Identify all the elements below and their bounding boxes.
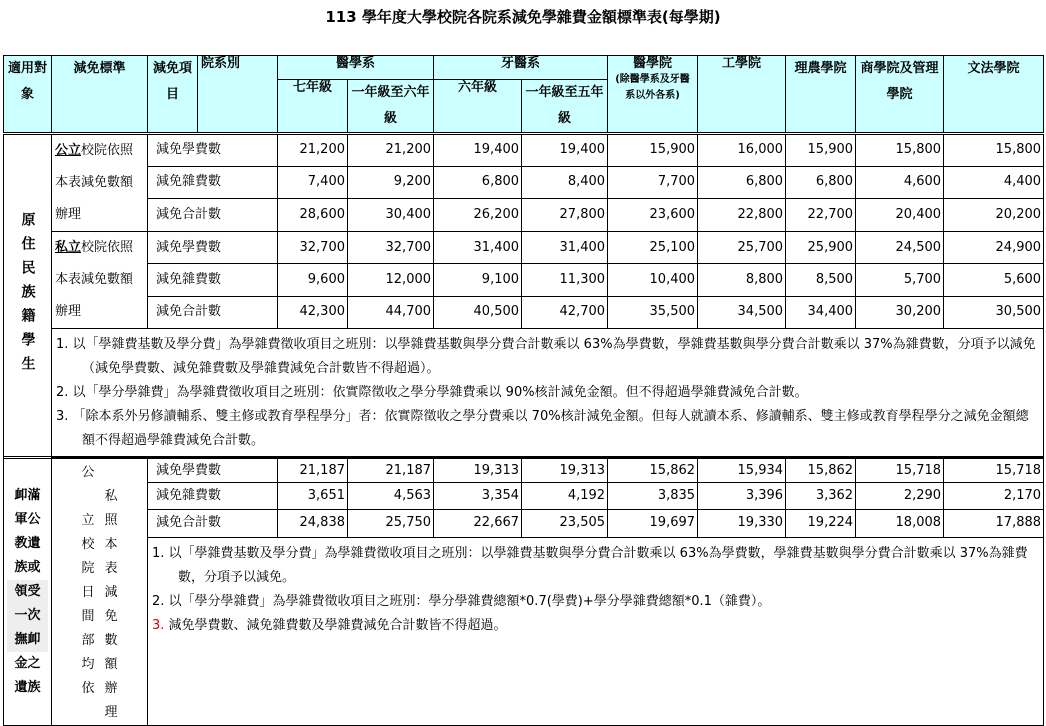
- header-biz: 商學院及管理學院: [856, 56, 944, 134]
- cell-value: 24,900: [944, 232, 1044, 264]
- cell-value: 22,667: [434, 509, 522, 537]
- header-eng: 工學院: [698, 56, 786, 134]
- cell-value: 3,362: [786, 483, 856, 510]
- cell-value: 20,400: [856, 199, 944, 232]
- cell-value: 19,330: [698, 509, 786, 537]
- table-row: [4, 264, 1044, 296]
- note-item: 1. 以「學雜費基數及學分費」為學雜費徵收項目之班別：以學雜費基數與學分費合計數乘以 63%為學費數，學雜費基數與學分費合計數乘以 37%為雜費數，分項予以減免（減免學費數、減免雜費數及學雜費減免合計數皆不得超過）。: [56, 337, 1036, 376]
- header-dept: 院系別: [198, 56, 278, 134]
- pension-label: 卹滿 軍公 教遺 族或 領受 一次 撫卹 金之 遺族: [4, 458, 52, 726]
- header-dent-y6: 六年級: [434, 80, 522, 134]
- cell-value: 35,500: [608, 296, 698, 328]
- cell-value: 8,400: [522, 166, 608, 199]
- cell-value: 4,600: [856, 166, 944, 199]
- cell-value: 4,563: [348, 483, 434, 510]
- cell-value: 25,900: [786, 232, 856, 264]
- cell-value: 7,700: [608, 166, 698, 199]
- cell-value: 23,505: [522, 509, 608, 537]
- header-dent-dept: 牙醫系: [434, 56, 608, 80]
- header-row-1: [4, 56, 1044, 80]
- table-row: [4, 232, 1044, 264]
- cell-value: 12,000: [348, 264, 434, 296]
- header-med-college-label: 醫學院: [633, 56, 673, 71]
- cell-value: 42,300: [278, 296, 348, 328]
- table-row: [4, 296, 1044, 328]
- pension-desc-col2: 私 照 本 表 減 免 數 額 辦 理: [104, 489, 118, 720]
- table-row: [4, 166, 1044, 199]
- cell-value: 22,800: [698, 199, 786, 232]
- row-item: 減免雜費數: [148, 483, 278, 510]
- table-row: [4, 134, 1044, 167]
- pension-notes: [148, 537, 1044, 725]
- cell-value: 26,200: [434, 199, 522, 232]
- cell-value: 28,600: [278, 199, 348, 232]
- cell-value: 15,800: [944, 134, 1044, 167]
- row-item: 減免雜費數: [148, 166, 278, 199]
- header-standard: 減免標準: [52, 56, 148, 134]
- cell-value: 15,800: [856, 134, 944, 167]
- row-item: 減免學費數: [148, 458, 278, 483]
- cell-value: 19,697: [608, 509, 698, 537]
- header-med-college-note: (除醫學系及牙醫系以外各系): [615, 74, 690, 101]
- page-title: 113 學年度大學校院各院系減免學雜費金額標準表(每學期): [325, 8, 721, 26]
- cell-value: 30,500: [944, 296, 1044, 328]
- table-row: [4, 483, 1044, 510]
- cell-value: 5,700: [856, 264, 944, 296]
- table-row: [4, 458, 1044, 483]
- fee-reduction-table: [3, 55, 1044, 726]
- cell-value: 2,170: [944, 483, 1044, 510]
- cell-value: 6,800: [698, 166, 786, 199]
- cell-value: 19,313: [522, 458, 608, 483]
- cell-value: 44,700: [348, 296, 434, 328]
- cell-value: 9,200: [348, 166, 434, 199]
- cell-value: 32,700: [348, 232, 434, 264]
- row-item: 減免合計數: [148, 296, 278, 328]
- note-item: 1. 以「學雜費基數及學分費」為學雜費徵收項目之班別：以學雜費基數與學分費合計數乘以 63%為學費數，學雜費基數與學分費合計數乘以 37%為雜費數，分項予以減免。: [152, 545, 1028, 585]
- cell-value: 24,500: [856, 232, 944, 264]
- cell-value: 19,313: [434, 458, 522, 483]
- note-number-red: 3.: [152, 617, 165, 633]
- header-med-y1-6: 一年級至六年級: [348, 80, 434, 134]
- cell-value: 42,700: [522, 296, 608, 328]
- cell-value: 19,224: [786, 509, 856, 537]
- note-item: 3. 減免學費數、減免雜費數及學雜費減免合計數皆不得超過。: [152, 617, 507, 633]
- cell-value: 25,750: [348, 509, 434, 537]
- header-dent-y1-5: 一年級至五年級: [522, 80, 608, 134]
- cell-value: 15,934: [698, 458, 786, 483]
- cell-value: 21,200: [348, 134, 434, 167]
- cell-value: 20,200: [944, 199, 1044, 232]
- note-item: 2. 以「學分學雜費」為學雜費徵收項目之班別：依實際徵收之學分學雜費乘以 90%核計減免金額。但不得超過學雜費減免合計數。: [56, 385, 808, 400]
- cell-value: 2,290: [856, 483, 944, 510]
- cell-value: 3,835: [608, 483, 698, 510]
- indigenous-notes-row: [4, 329, 1044, 458]
- cell-value: 15,862: [786, 458, 856, 483]
- cell-value: 7,400: [278, 166, 348, 199]
- header-arts-law: 文法學院: [944, 56, 1044, 134]
- table-row: [4, 199, 1044, 232]
- indigenous-public-desc: 公立校院依照本表減免數額辦理: [52, 134, 148, 232]
- note-item: 2. 以「學分學雜費」為學雜費徵收項目之班別：學分學雜費總額*0.7(學費)+學分學雜費總額*0.1（雜費）。: [152, 593, 771, 609]
- cell-value: 34,500: [698, 296, 786, 328]
- header-med-dept: 醫學系: [278, 56, 434, 80]
- cell-value: 9,100: [434, 264, 522, 296]
- cell-value: 21,200: [278, 134, 348, 167]
- header-med-college: [608, 56, 698, 134]
- cell-value: 31,400: [522, 232, 608, 264]
- cell-value: 5,600: [944, 264, 1044, 296]
- pension-desc: [52, 458, 148, 726]
- row-item: 減免合計數: [148, 199, 278, 232]
- cell-value: 15,862: [608, 458, 698, 483]
- cell-value: 19,400: [434, 134, 522, 167]
- row-item: 減免雜費數: [148, 264, 278, 296]
- cell-value: 8,500: [786, 264, 856, 296]
- cell-value: 10,400: [608, 264, 698, 296]
- indigenous-label: 原住民族籍學生: [4, 134, 52, 458]
- cell-value: 11,300: [522, 264, 608, 296]
- cell-value: 15,900: [608, 134, 698, 167]
- row-item: 減免學費數: [148, 134, 278, 167]
- cell-value: 4,400: [944, 166, 1044, 199]
- indigenous-notes: [52, 329, 1044, 458]
- cell-value: 8,800: [698, 264, 786, 296]
- cell-value: 27,800: [522, 199, 608, 232]
- cell-value: 15,718: [856, 458, 944, 483]
- cell-value: 17,888: [944, 509, 1044, 537]
- pension-desc-col1: 公 立 校 院 日 間 部 均 依: [81, 465, 95, 696]
- header-sci-agri: 理農學院: [786, 56, 856, 134]
- cell-value: 25,100: [608, 232, 698, 264]
- cell-value: 30,400: [348, 199, 434, 232]
- cell-value: 9,600: [278, 264, 348, 296]
- header-item: 減免項目: [148, 56, 198, 134]
- cell-value: 21,187: [278, 458, 348, 483]
- cell-value: 23,600: [608, 199, 698, 232]
- cell-value: 15,718: [944, 458, 1044, 483]
- cell-value: 32,700: [278, 232, 348, 264]
- cell-value: 19,400: [522, 134, 608, 167]
- cell-value: 3,396: [698, 483, 786, 510]
- row-item: 減免合計數: [148, 509, 278, 537]
- cell-value: 25,700: [698, 232, 786, 264]
- note-item: 3. 「除本系外另修讀輔系、雙主修或教育學程學分」者：依實際徵收之學分費乘以 70%核計減免金額。但每人就讀本系、修讀輔系、雙主修或教育學程學分之減免金額總額不得超過學雜費減免合計數。: [56, 409, 1029, 448]
- fee-table-container: [3, 55, 1043, 720]
- cell-value: 31,400: [434, 232, 522, 264]
- row-item: 減免學費數: [148, 232, 278, 264]
- header-target: 適用對象: [4, 56, 52, 134]
- table-row: [4, 509, 1044, 537]
- cell-value: 18,008: [856, 509, 944, 537]
- cell-value: 34,400: [786, 296, 856, 328]
- cell-value: 16,000: [698, 134, 786, 167]
- cell-value: 15,900: [786, 134, 856, 167]
- cell-value: 6,800: [434, 166, 522, 199]
- cell-value: 3,354: [434, 483, 522, 510]
- header-med-y7: 七年級: [278, 80, 348, 134]
- cell-value: 24,838: [278, 509, 348, 537]
- cell-value: 30,200: [856, 296, 944, 328]
- cell-value: 4,192: [522, 483, 608, 510]
- cell-value: 6,800: [786, 166, 856, 199]
- cell-value: 22,700: [786, 199, 856, 232]
- cell-value: 3,651: [278, 483, 348, 510]
- pension-notes-row: [4, 537, 1044, 725]
- cell-value: 40,500: [434, 296, 522, 328]
- cell-value: 21,187: [348, 458, 434, 483]
- indigenous-private-desc: 私立校院依照本表減免數額辦理: [52, 232, 148, 329]
